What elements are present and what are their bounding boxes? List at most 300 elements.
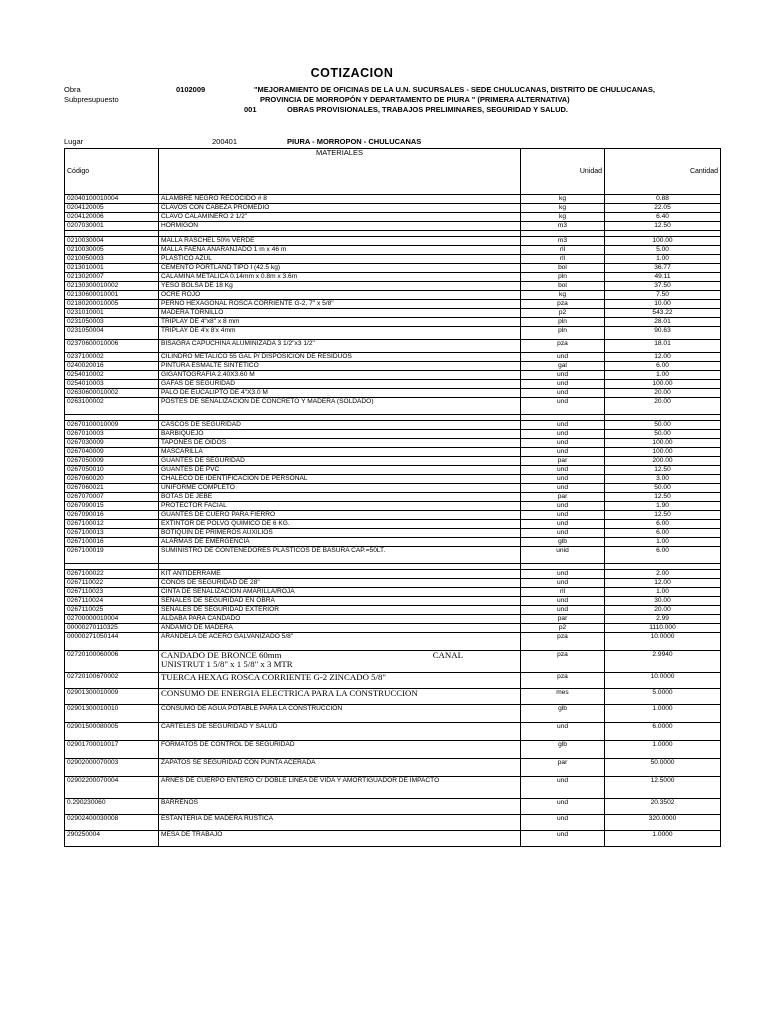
row-unit: und	[521, 448, 605, 457]
row-description	[159, 327, 521, 340]
row-quantity: 100.00	[605, 237, 721, 246]
table-row	[65, 237, 721, 246]
row-code: 0267100012	[65, 520, 159, 529]
row-description	[159, 624, 521, 633]
row-description-text: ARANDELA DE ACERO GALVANIZADO 5/8"	[161, 633, 294, 640]
row-code: 0231050003	[65, 318, 159, 327]
table-row	[65, 484, 721, 493]
row-description	[159, 380, 521, 389]
row-description	[159, 439, 521, 448]
row-quantity: 1.00	[605, 538, 721, 547]
row-description	[159, 457, 521, 466]
row-unit: kg	[521, 204, 605, 213]
row-description-text: UNIFORME COMPLETO	[161, 484, 235, 491]
row-unit: bol	[521, 282, 605, 291]
row-description-text: CILINDRO METALICO 55 GAL P/ DISPOSICION DE RESIDUOS	[161, 353, 352, 360]
row-quantity: 2.9940	[605, 651, 721, 673]
row-description-text: GUANTES DE PVC	[161, 466, 220, 473]
row-unit: und	[521, 529, 605, 538]
row-quantity: 90.63	[605, 327, 721, 340]
table-row	[65, 371, 721, 380]
row-description	[159, 282, 521, 291]
row-description-text: CONOS DE SEGURIDAD DE 28"	[161, 579, 260, 586]
row-quantity: 1.0000	[605, 741, 721, 759]
table-row	[65, 300, 721, 309]
row-unit: kg	[521, 213, 605, 222]
row-quantity: 10.0000	[605, 633, 721, 651]
row-unit: pln	[521, 273, 605, 282]
row-description	[159, 570, 521, 579]
row-description-text: GAFAS DE SEGURIDAD	[161, 380, 236, 387]
row-unit: und	[521, 439, 605, 448]
lugar-desc: PIURA - MORROPON - CHULUCANAS	[287, 137, 422, 146]
row-description-text: ALARMAS DE EMERGENCIA	[161, 538, 250, 545]
row-quantity: 20.00	[605, 389, 721, 398]
row-unit: bol	[521, 264, 605, 273]
row-code: 02370600010006	[65, 340, 159, 353]
row-description-text: CONSUMO DE ENERGIA ELECTRICA PARA LA CONSTRUCCION	[161, 688, 418, 698]
row-code: 02130600010001	[65, 291, 159, 300]
table-row	[65, 511, 721, 520]
table-row	[65, 318, 721, 327]
row-quantity: 20.3502	[605, 799, 721, 815]
row-unit: und	[521, 777, 605, 799]
row-description	[159, 362, 521, 371]
table-row	[65, 222, 721, 231]
row-description-text: FORMATOS DE CONTROL DE SEGURIDAD	[161, 741, 295, 748]
row-quantity: 49.11	[605, 273, 721, 282]
row-unit: glb	[521, 538, 605, 547]
row-description-text: MASCARILLA	[161, 448, 203, 455]
row-description-text: CHALECO DE IDENTIFICACION DE PERSONAL	[161, 475, 308, 482]
row-description-text: YESO BOLSA DE 18 Kg	[161, 282, 233, 289]
row-quantity: 10.0000	[605, 673, 721, 689]
row-description-text-2: UNISTRUT 1 5/8" x 1 5/8" x 3 MTR	[161, 659, 293, 669]
row-code: 02901300010009	[65, 689, 159, 705]
row-code: 02630600010002	[65, 389, 159, 398]
row-code: 0267050010	[65, 466, 159, 475]
row-code: 0.290230060	[65, 799, 159, 815]
table-row	[65, 633, 721, 651]
row-unit: und	[521, 815, 605, 831]
row-quantity: 12.50	[605, 466, 721, 475]
row-description-text: PLASTICO AZUL	[161, 255, 212, 262]
row-unit: und	[521, 421, 605, 430]
row-quantity: 200.00	[605, 457, 721, 466]
row-description	[159, 579, 521, 588]
table-row	[65, 353, 721, 362]
row-code: 0267010003	[65, 430, 159, 439]
row-description	[159, 511, 521, 520]
row-description-text: BISAGRA CAPUCHINA ALUMINIZADA 3 1/2"x3 1/2"	[161, 340, 315, 347]
row-description-text: CANDADO DE BRONCE 60mm	[161, 650, 282, 660]
row-description	[159, 529, 521, 538]
obra-label: Obra	[64, 85, 81, 94]
table-row	[65, 529, 721, 538]
col-cantidad: Cantidad	[605, 149, 721, 195]
row-quantity: 6.00	[605, 520, 721, 529]
row-description	[159, 318, 521, 327]
row-description-text: SUMINISTRO DE CONTENEDORES PLÁSTICOS DE BASURA CAP.=50LT.	[161, 547, 386, 554]
row-quantity: 5.00	[605, 246, 721, 255]
row-quantity: 6.0000	[605, 723, 721, 741]
row-code: 0267050009	[65, 457, 159, 466]
table-row	[65, 291, 721, 300]
row-code: 0204120005	[65, 204, 159, 213]
row-description-text: PROTECTOR FACIAL	[161, 502, 227, 509]
row-unit: par	[521, 615, 605, 624]
row-quantity: 6.00	[605, 529, 721, 538]
row-code: 0267060020	[65, 475, 159, 484]
table-row	[65, 362, 721, 371]
row-code: 0267090016	[65, 511, 159, 520]
row-description-text: PALO DE EUCALIPTO DE 4"X3.0 M	[161, 389, 268, 396]
row-description	[159, 484, 521, 493]
row-quantity: 1.00	[605, 371, 721, 380]
row-description	[159, 723, 521, 741]
table-row	[65, 255, 721, 264]
row-description-text: CINTA DE SEÑALIZACION AMARILLA/ROJA	[161, 588, 295, 595]
row-description-text: POSTES DE SEÑALIZACION DE CONCRETO Y MADERA (SOLDADO)	[161, 398, 374, 405]
row-description	[159, 204, 521, 213]
table-row	[65, 831, 721, 847]
row-unit: par	[521, 457, 605, 466]
table-row	[65, 448, 721, 457]
row-code: 0210030004	[65, 237, 159, 246]
row-description	[159, 799, 521, 815]
row-description-text: ALAMBRE NEGRO RECOCIDO # 8	[161, 195, 267, 202]
row-unit: pza	[521, 651, 605, 673]
row-description-text: GIGANTOGRAFIA 2.40X3.60 M	[161, 371, 255, 378]
row-quantity: 20.00	[605, 606, 721, 615]
row-unit: und	[521, 353, 605, 362]
row-description	[159, 538, 521, 547]
row-code: 0213010001	[65, 264, 159, 273]
row-description	[159, 448, 521, 457]
row-unit: und	[521, 430, 605, 439]
row-unit: und	[521, 597, 605, 606]
table-row	[65, 799, 721, 815]
row-description-text: EXTINTOR DE POLVO QUIMICO DE 6 KG.	[161, 520, 290, 527]
row-description-text: CLAVO CALAMINERO 2 1/2"	[161, 213, 248, 220]
row-unit: und	[521, 502, 605, 511]
row-code: 0231010001	[65, 309, 159, 318]
row-description-text: BARRENOS	[161, 799, 199, 806]
table-row	[65, 309, 721, 318]
row-description	[159, 777, 521, 799]
row-quantity: 36.77	[605, 264, 721, 273]
table-row	[65, 264, 721, 273]
row-code: 02700000010004	[65, 615, 159, 624]
row-code: 00000271050144	[65, 633, 159, 651]
row-description	[159, 705, 521, 723]
row-description	[159, 246, 521, 255]
row-description-text: KIT ANTIDERRAME	[161, 570, 221, 577]
row-code: 0207030001	[65, 222, 159, 231]
row-description-text: CLAVOS CON CABEZA PROMEDIO	[161, 204, 270, 211]
row-description	[159, 493, 521, 502]
row-unit: und	[521, 579, 605, 588]
row-description	[159, 741, 521, 759]
row-code: 02901300010010	[65, 705, 159, 723]
row-unit: glb	[521, 741, 605, 759]
table-row	[65, 340, 721, 353]
row-unit: rll	[521, 588, 605, 597]
table-row	[65, 439, 721, 448]
row-unit: pza	[521, 300, 605, 309]
row-code: 0213020007	[65, 273, 159, 282]
row-unit: pza	[521, 633, 605, 651]
row-description-text: OCRE ROJO	[161, 291, 201, 298]
row-unit: und	[521, 466, 605, 475]
row-code: 02901700010017	[65, 741, 159, 759]
table-row	[65, 246, 721, 255]
row-unit: glb	[521, 705, 605, 723]
row-unit: par	[521, 493, 605, 502]
table-row	[65, 624, 721, 633]
row-quantity: 1.0000	[605, 831, 721, 847]
row-description-text: ANDAMIO DE MADERA	[161, 624, 233, 631]
row-code: 0267070007	[65, 493, 159, 502]
row-description-text: MALLA FAENA ANARANJADO 1 m x 46 m	[161, 246, 287, 253]
row-code: 0267100016	[65, 538, 159, 547]
row-quantity: 543.22	[605, 309, 721, 318]
row-code: 0267100013	[65, 529, 159, 538]
row-description-text: MADERA TORNILLO	[161, 309, 224, 316]
row-code: 0267060021	[65, 484, 159, 493]
row-unit: und	[521, 389, 605, 398]
row-description	[159, 371, 521, 380]
row-description	[159, 466, 521, 475]
row-quantity: 10.00	[605, 300, 721, 309]
row-code: 02130300010002	[65, 282, 159, 291]
table-row	[65, 430, 721, 439]
table-row	[65, 538, 721, 547]
row-description	[159, 300, 521, 309]
row-quantity: 12.50	[605, 493, 721, 502]
table-row	[65, 398, 721, 415]
row-description-text: CALAMINA METALICA 0.14mm x 0.8m x 3.6m	[161, 273, 298, 280]
lugar-code: 200401	[212, 137, 238, 146]
row-description	[159, 273, 521, 282]
table-row	[65, 615, 721, 624]
table-row	[65, 327, 721, 340]
row-description	[159, 633, 521, 651]
row-code: 0210030005	[65, 246, 159, 255]
row-description	[159, 421, 521, 430]
col-unidad: Unidad	[521, 149, 605, 195]
row-quantity: 1.0000	[605, 705, 721, 723]
row-description	[159, 597, 521, 606]
row-code: 02901500080005	[65, 723, 159, 741]
page-title: COTIZACION	[310, 66, 394, 80]
row-quantity: 6.00	[605, 547, 721, 564]
obra-code: 0102009	[176, 85, 206, 94]
table-row	[65, 475, 721, 484]
row-description-text: TRIPLAY DE 4"x8" x 8 mm	[161, 318, 240, 325]
row-description	[159, 673, 521, 689]
row-unit: m3	[521, 237, 605, 246]
row-unit: kg	[521, 291, 605, 300]
row-description	[159, 475, 521, 484]
row-unit: und	[521, 799, 605, 815]
row-code: 0267030009	[65, 439, 159, 448]
row-description-text: PERNO HEXAGONAL ROSCA CORRIENTE G-2, 7" x 5/8"	[161, 300, 334, 307]
row-quantity: 12.50	[605, 222, 721, 231]
row-description	[159, 547, 521, 564]
row-unit: gal	[521, 362, 605, 371]
row-code: 02670100010009	[65, 421, 159, 430]
row-description	[159, 815, 521, 831]
row-quantity: 7.50	[605, 291, 721, 300]
table-row	[65, 195, 721, 204]
row-unit: p2	[521, 624, 605, 633]
row-unit: und	[521, 484, 605, 493]
table-row	[65, 204, 721, 213]
row-quantity: 50.00	[605, 421, 721, 430]
row-description	[159, 430, 521, 439]
row-quantity: 22.05	[605, 204, 721, 213]
row-unit: rll	[521, 246, 605, 255]
row-description	[159, 520, 521, 529]
row-description-text: HORMIGON	[161, 222, 198, 229]
row-quantity: 20.00	[605, 398, 721, 415]
row-description	[159, 195, 521, 204]
row-unit: pln	[521, 327, 605, 340]
table-row	[65, 606, 721, 615]
row-unit: und	[521, 606, 605, 615]
row-code: 0240020016	[65, 362, 159, 371]
row-code: 0263100002	[65, 398, 159, 415]
table-row	[65, 547, 721, 564]
row-description	[159, 353, 521, 362]
row-code: 02040100010004	[65, 195, 159, 204]
row-description	[159, 759, 521, 777]
row-description-text: ESTANTERIA DE MADERA RUSTICA	[161, 815, 273, 822]
row-quantity: 1.00	[605, 588, 721, 597]
row-description-text: BOTAS DE JEBE	[161, 493, 213, 500]
row-description-text: CONSUMO DE AGUA POTABLE PARA LA CONSTRUCCION	[161, 705, 343, 712]
table-row	[65, 579, 721, 588]
table-row	[65, 502, 721, 511]
row-unit: m3	[521, 222, 605, 231]
row-quantity: 50.00	[605, 484, 721, 493]
table-row	[65, 466, 721, 475]
table-row	[65, 520, 721, 529]
row-extra-label: CANAL	[432, 650, 463, 660]
row-description	[159, 340, 521, 353]
row-code: 02720100060006	[65, 651, 159, 673]
row-description-text: SEÑALES DE SEGURIDAD EN OBRA	[161, 597, 275, 604]
row-description-text: TRIPLAY DE 4'x 8'x 4mm	[161, 327, 236, 334]
row-quantity: 320.0000	[605, 815, 721, 831]
row-unit: und	[521, 520, 605, 529]
row-unit: und	[521, 398, 605, 415]
row-description-text: ARNES DE CUERPO ENTERO C/ DOBLE LINEA DE VIDA Y AMORTIGUADOR DE IMPACTO	[161, 777, 440, 784]
row-description	[159, 502, 521, 511]
row-unit: pza	[521, 673, 605, 689]
row-unit: kg	[521, 195, 605, 204]
row-description	[159, 291, 521, 300]
lugar-label: Lugar	[64, 137, 84, 146]
row-code: 02902200070004	[65, 777, 159, 799]
table-row	[65, 213, 721, 222]
col-codigo: Código	[65, 149, 159, 195]
row-quantity: 12.5000	[605, 777, 721, 799]
row-quantity: 12.00	[605, 353, 721, 362]
row-description	[159, 831, 521, 847]
row-code: 0267100022	[65, 570, 159, 579]
row-quantity: 1.00	[605, 255, 721, 264]
row-unit: und	[521, 475, 605, 484]
row-quantity: 50.00	[605, 430, 721, 439]
row-description-text: CASCOS DE SEGURIDAD	[161, 421, 241, 428]
row-quantity: 5.0000	[605, 689, 721, 705]
subpresupuesto-code: 001	[244, 105, 257, 114]
row-quantity: 12.50	[605, 511, 721, 520]
row-unit: rll	[521, 255, 605, 264]
row-description-text: MESA DE TRABAJO	[161, 831, 223, 838]
row-code: 00000270110325	[65, 624, 159, 633]
row-code: 02720100670002	[65, 673, 159, 689]
table-row	[65, 493, 721, 502]
obra-desc-line-2: PROVINCIA DE MORROPÓN Y DEPARTAMENTO DE PIURA " (PRIMERA ALTERNATIVA)	[260, 95, 570, 104]
row-code: 290250004	[65, 831, 159, 847]
row-description	[159, 588, 521, 597]
subpresupuesto-label: Subpresupuesto	[64, 95, 119, 104]
row-quantity: 100.00	[605, 380, 721, 389]
table-row	[65, 777, 721, 799]
row-description-text: BOTIQUIN DE PRIMEROS AUXILIOS	[161, 529, 273, 536]
row-unit: und	[521, 831, 605, 847]
row-quantity: 3.00	[605, 475, 721, 484]
row-unit: p2	[521, 309, 605, 318]
row-quantity: 1.90	[605, 502, 721, 511]
materials-table	[64, 148, 721, 847]
row-code: 0267110024	[65, 597, 159, 606]
table-row	[65, 723, 721, 741]
table-row	[65, 273, 721, 282]
row-code: 0231050004	[65, 327, 159, 340]
row-description	[159, 213, 521, 222]
row-unit: und	[521, 371, 605, 380]
row-code: 0267090015	[65, 502, 159, 511]
row-quantity: 37.50	[605, 282, 721, 291]
row-description-text: ZAPATOS SE SEGURIDAD CON PUNTA ACERADA	[161, 759, 316, 766]
row-quantity: 100.00	[605, 439, 721, 448]
obra-desc-line-1: "MEJORAMIENTO DE OFICINAS DE LA U.N. SUCURSALES - SEDE CHULUCANAS, DISTRITO DE CHULUCANAS,	[254, 85, 655, 94]
row-code: 02902000070003	[65, 759, 159, 777]
table-header	[65, 149, 721, 195]
row-description	[159, 264, 521, 273]
row-code: 0237100002	[65, 353, 159, 362]
table-row	[65, 689, 721, 705]
row-quantity: 2.00	[605, 570, 721, 579]
row-description-text: ALDABA PARA CANDADO	[161, 615, 241, 622]
section-materiales: MATERIALES	[159, 149, 521, 195]
row-quantity: 6.40	[605, 213, 721, 222]
row-unit: und	[521, 380, 605, 389]
row-code: 02902400030008	[65, 815, 159, 831]
row-quantity: 2.99	[605, 615, 721, 624]
table-row	[65, 570, 721, 579]
table-row	[65, 597, 721, 606]
row-description-text: PINTURA ESMALTE SINTETICO	[161, 362, 259, 369]
table-row	[65, 457, 721, 466]
row-quantity: 1110.000	[605, 624, 721, 633]
row-code: 0267110023	[65, 588, 159, 597]
row-description-text: GUANTES DE SEGURIDAD	[161, 457, 245, 464]
